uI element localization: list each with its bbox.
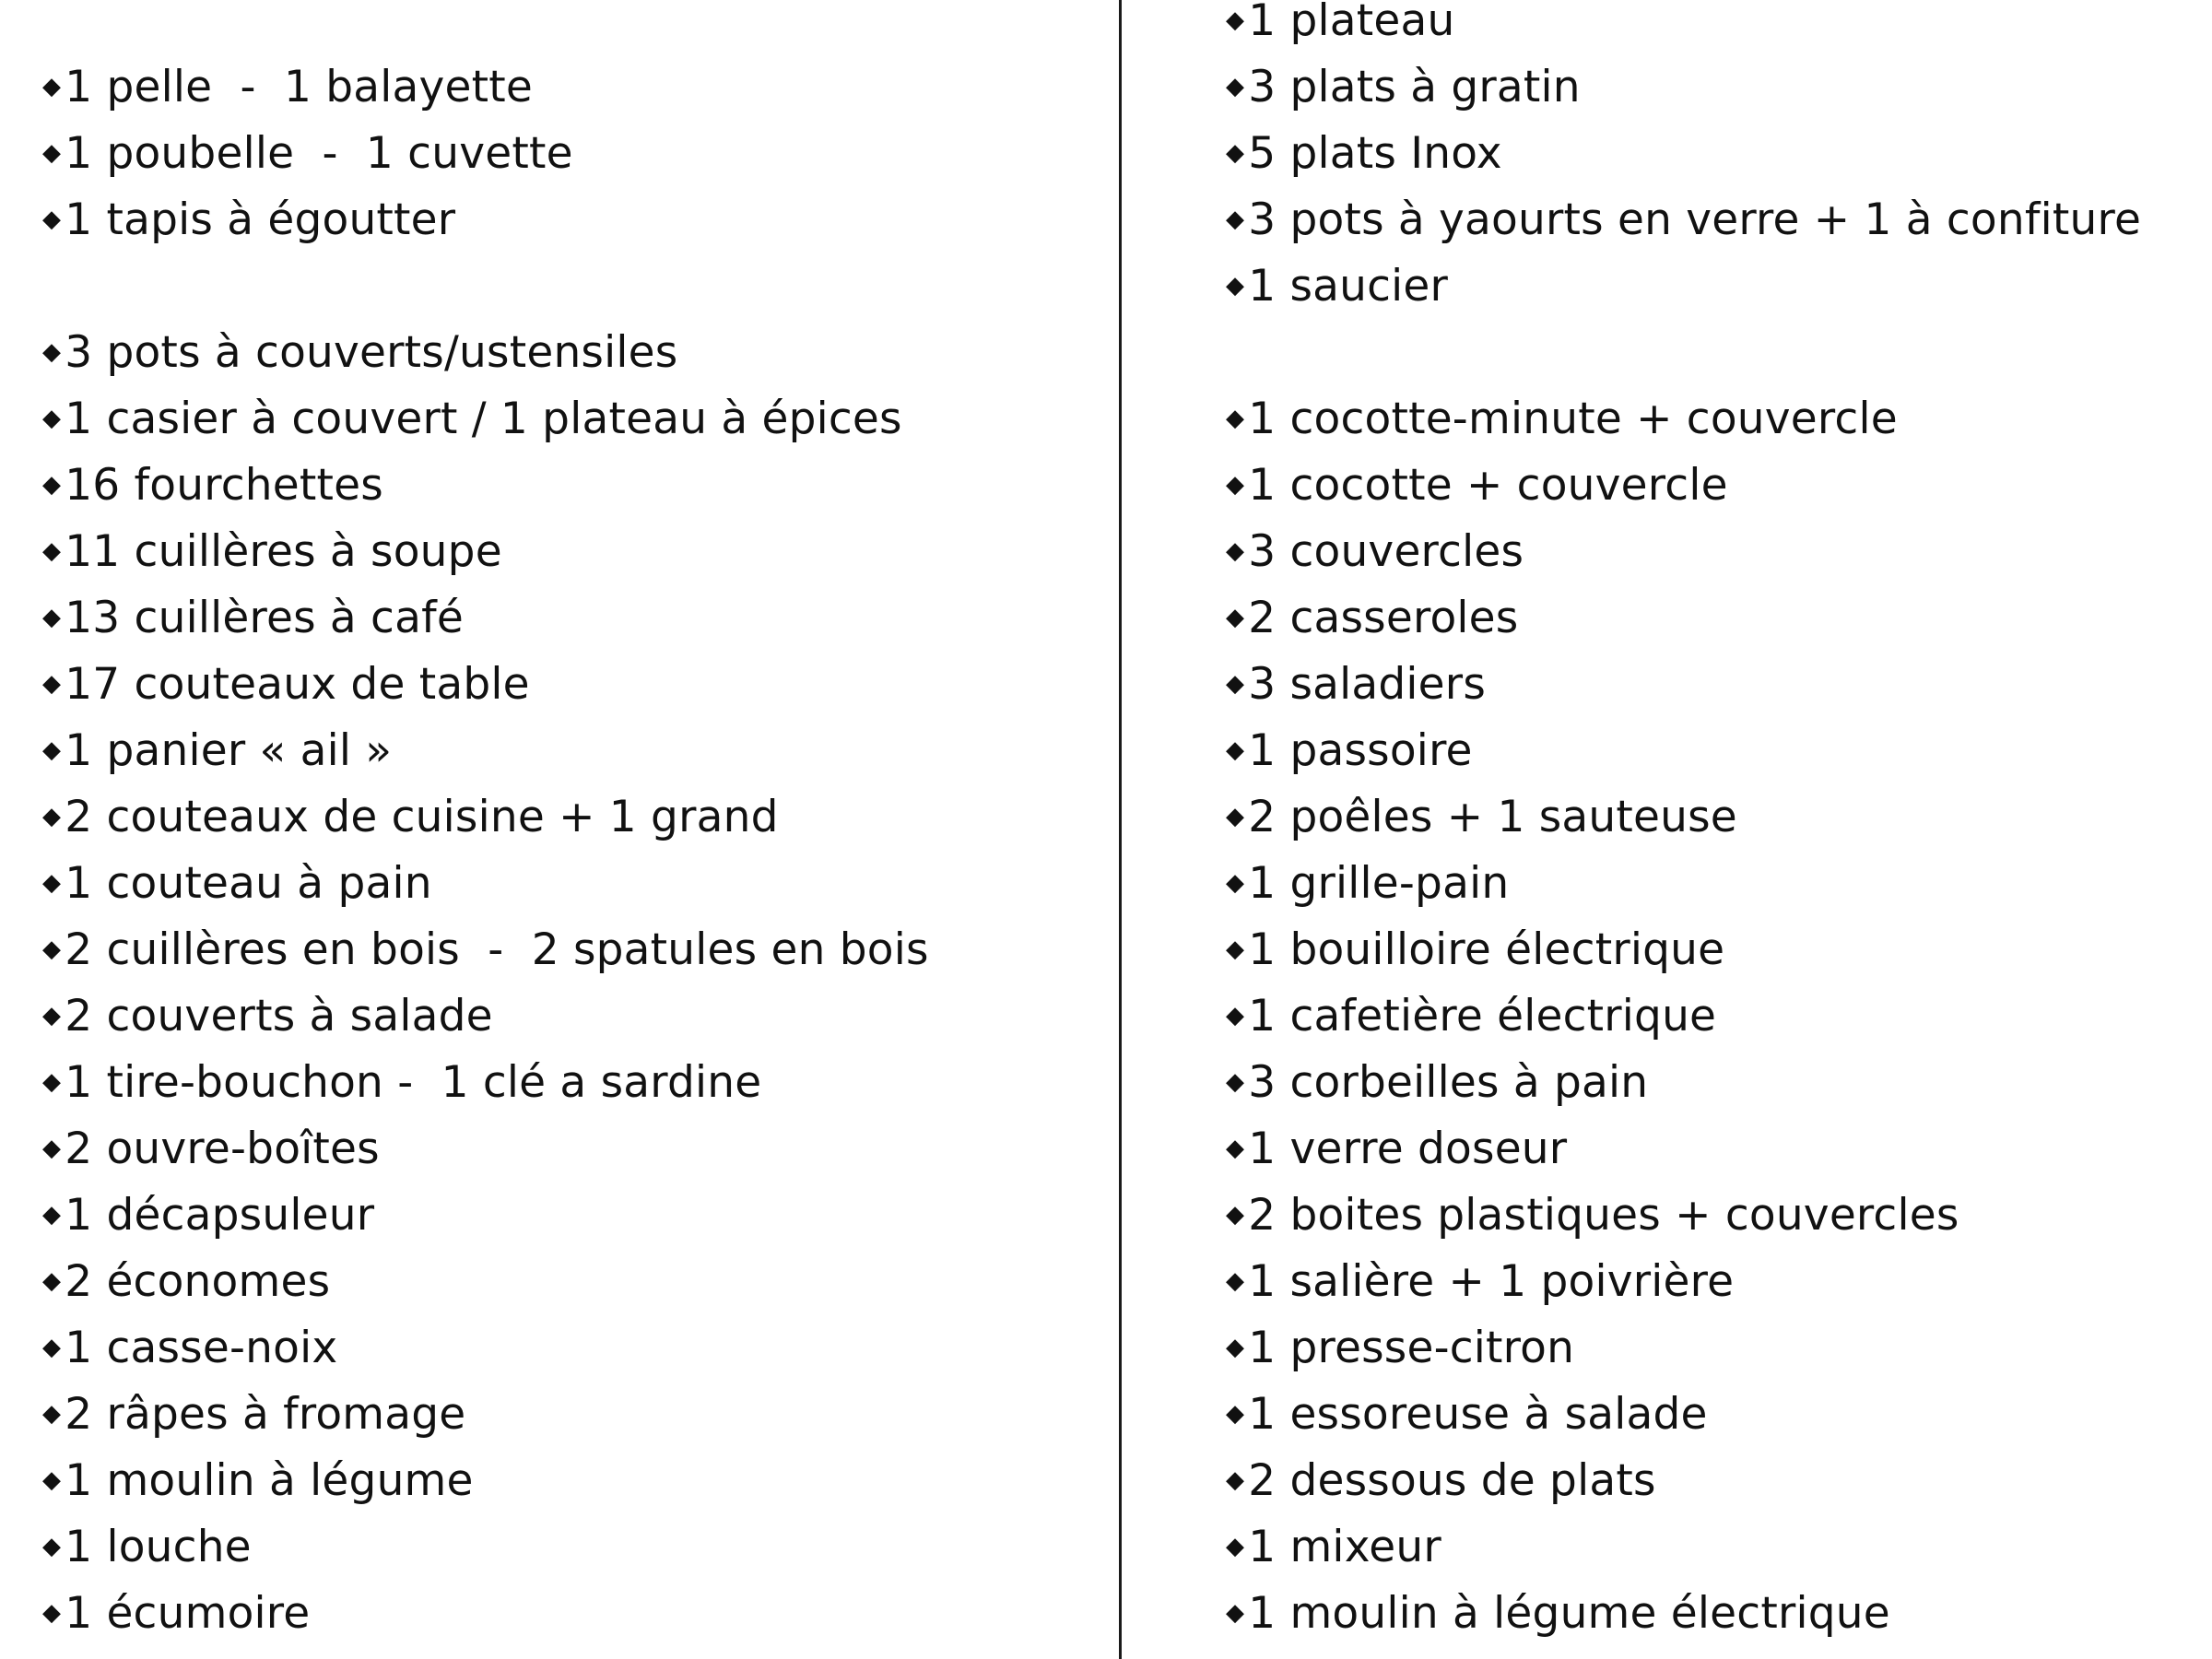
inventory-item xyxy=(42,1253,330,1309)
inventory-item-text: 1 poubelle - 1 cuvette xyxy=(65,128,573,179)
inventory-item xyxy=(42,1519,252,1574)
inventory-item xyxy=(1226,524,1524,579)
bullet-diamond-icon: ◆ xyxy=(42,736,62,764)
bullet-diamond-icon: ◆ xyxy=(1226,1068,1245,1096)
inventory-item xyxy=(1226,1585,1890,1641)
inventory-item-text: 1 panier « ail » xyxy=(65,725,393,776)
inventory-item xyxy=(1226,1519,1441,1574)
bullet-diamond-icon: ◆ xyxy=(1226,1466,1245,1494)
bullet-diamond-icon: ◆ xyxy=(42,935,62,963)
bullet-diamond-icon: ◆ xyxy=(42,1400,62,1428)
inventory-item xyxy=(1226,988,1716,1043)
inventory-item xyxy=(42,59,533,114)
inventory-item xyxy=(42,988,493,1043)
bullet-diamond-icon: ◆ xyxy=(1226,935,1245,963)
inventory-item xyxy=(42,922,929,977)
bullet-diamond-icon: ◆ xyxy=(42,1068,62,1096)
bullet-diamond-icon: ◆ xyxy=(42,1334,62,1361)
inventory-item-text: 2 ouvre-boîtes xyxy=(65,1124,380,1174)
inventory-item xyxy=(42,524,502,579)
inventory-item xyxy=(1226,0,1454,48)
inventory-item xyxy=(1226,457,1728,512)
bullet-diamond-icon: ◆ xyxy=(42,803,62,830)
inventory-item-text: 1 louche xyxy=(65,1522,252,1572)
inventory-item xyxy=(1226,1253,1734,1309)
bullet-diamond-icon: ◆ xyxy=(1226,1201,1245,1229)
bullet-diamond-icon: ◆ xyxy=(42,1267,62,1295)
bullet-diamond-icon: ◆ xyxy=(1226,604,1245,631)
inventory-item-text: 2 couteaux de cuisine + 1 grand xyxy=(65,792,779,842)
bullet-diamond-icon: ◆ xyxy=(1226,1599,1245,1627)
inventory-item-text: 1 moulin à légume xyxy=(65,1455,474,1506)
inventory-item-text: 5 plats Inox xyxy=(1248,128,1502,179)
bullet-diamond-icon: ◆ xyxy=(42,139,62,167)
bullet-diamond-icon: ◆ xyxy=(1226,803,1245,830)
inventory-item-text: 2 boites plastiques + couvercles xyxy=(1248,1190,1959,1241)
inventory-item xyxy=(1226,922,1724,977)
inventory-item xyxy=(1226,656,1486,712)
inventory-item-text: 3 pots à couverts/ustensiles xyxy=(65,327,678,378)
inventory-item-text: 1 saucier xyxy=(1248,261,1449,312)
bullet-diamond-icon: ◆ xyxy=(1226,736,1245,764)
inventory-item xyxy=(42,1187,374,1242)
bullet-diamond-icon: ◆ xyxy=(1226,869,1245,897)
bullet-diamond-icon: ◆ xyxy=(1226,1002,1245,1030)
inventory-item-text: 16 fourchettes xyxy=(65,460,383,511)
inventory-item-text: 2 dessous de plats xyxy=(1248,1455,1656,1506)
bullet-diamond-icon: ◆ xyxy=(1226,1135,1245,1162)
inventory-item-text: 1 casse-noix xyxy=(65,1323,338,1373)
column-divider xyxy=(1119,0,1122,1659)
inventory-item-text: 1 tapis à égoutter xyxy=(65,194,456,245)
inventory-item xyxy=(1226,1386,1708,1441)
bullet-diamond-icon: ◆ xyxy=(42,1466,62,1494)
bullet-diamond-icon: ◆ xyxy=(1226,139,1245,167)
inventory-item-text: 1 tire-bouchon - 1 clé a sardine xyxy=(65,1057,762,1108)
bullet-diamond-icon: ◆ xyxy=(1226,6,1245,34)
bullet-diamond-icon: ◆ xyxy=(42,73,62,100)
inventory-item-text: 1 pelle - 1 balayette xyxy=(65,62,533,112)
bullet-diamond-icon: ◆ xyxy=(42,338,62,366)
inventory-item xyxy=(1226,59,1581,114)
inventory-item-text: 3 pots à yaourts en verre + 1 à confiture xyxy=(1248,194,2142,245)
bullet-diamond-icon: ◆ xyxy=(42,1201,62,1229)
inventory-item-text: 3 corbeilles à pain xyxy=(1248,1057,1649,1108)
inventory-item xyxy=(1226,192,2141,247)
inventory-item xyxy=(1226,1453,1656,1508)
inventory-item-text: 1 essoreuse à salade xyxy=(1248,1389,1708,1440)
bullet-diamond-icon: ◆ xyxy=(42,1002,62,1030)
inventory-item xyxy=(42,391,902,446)
inventory-item xyxy=(42,789,779,844)
inventory-item-text: 1 décapsuleur xyxy=(65,1190,375,1241)
bullet-diamond-icon: ◆ xyxy=(42,537,62,565)
inventory-item-text: 1 couteau à pain xyxy=(65,858,432,909)
bullet-diamond-icon: ◆ xyxy=(1226,405,1245,432)
inventory-item xyxy=(42,1585,310,1641)
inventory-item-text: 1 bouilloire électrique xyxy=(1248,924,1725,975)
inventory-item xyxy=(1226,789,1737,844)
bullet-diamond-icon: ◆ xyxy=(1226,1533,1245,1560)
inventory-item-text: 3 plats à gratin xyxy=(1248,62,1581,112)
inventory-item xyxy=(42,1453,474,1508)
bullet-diamond-icon: ◆ xyxy=(1226,670,1245,698)
inventory-item xyxy=(42,324,677,380)
inventory-item-text: 1 passoire xyxy=(1248,725,1473,776)
inventory-item-text: 1 casier à couvert / 1 plateau à épices xyxy=(65,394,902,444)
inventory-item-text: 1 cocotte + couvercle xyxy=(1248,460,1728,511)
inventory-item-text: 3 couvercles xyxy=(1248,526,1524,577)
inventory-item xyxy=(42,723,392,778)
bullet-diamond-icon: ◆ xyxy=(42,869,62,897)
bullet-diamond-icon: ◆ xyxy=(42,1599,62,1627)
inventory-item xyxy=(42,125,573,181)
bullet-diamond-icon: ◆ xyxy=(42,1135,62,1162)
inventory-item xyxy=(1226,125,1502,181)
bullet-diamond-icon: ◆ xyxy=(42,206,62,233)
inventory-item xyxy=(42,1320,337,1375)
inventory-item xyxy=(1226,1054,1648,1110)
inventory-item xyxy=(42,855,432,911)
inventory-item xyxy=(42,590,464,645)
inventory-item-text: 1 grille-pain xyxy=(1248,858,1510,909)
inventory-item-text: 1 verre doseur xyxy=(1248,1124,1568,1174)
inventory-item-text: 2 cuillères en bois - 2 spatules en bois xyxy=(65,924,929,975)
inventory-item-text: 1 cocotte-minute + couvercle xyxy=(1248,394,1898,444)
bullet-diamond-icon: ◆ xyxy=(1226,206,1245,233)
inventory-item-text: 2 râpes à fromage xyxy=(65,1389,466,1440)
bullet-diamond-icon: ◆ xyxy=(1226,471,1245,499)
inventory-item xyxy=(1226,1121,1567,1176)
inventory-item xyxy=(1226,723,1473,778)
inventory-item xyxy=(42,656,530,712)
inventory-item xyxy=(1226,258,1448,313)
inventory-item-text: 2 casseroles xyxy=(1248,593,1519,643)
bullet-diamond-icon: ◆ xyxy=(42,405,62,432)
inventory-item-text: 2 poêles + 1 sauteuse xyxy=(1248,792,1737,842)
inventory-item-text: 1 cafetière électrique xyxy=(1248,991,1717,1041)
inventory-item-text: 1 salière + 1 poivrière xyxy=(1248,1256,1735,1307)
inventory-item-text: 2 couverts à salade xyxy=(65,991,493,1041)
bullet-diamond-icon: ◆ xyxy=(42,670,62,698)
inventory-item xyxy=(1226,855,1509,911)
bullet-diamond-icon: ◆ xyxy=(42,1533,62,1560)
inventory-item-text: 1 plateau xyxy=(1248,0,1455,46)
inventory-item-text: 2 économes xyxy=(65,1256,331,1307)
bullet-diamond-icon: ◆ xyxy=(1226,1267,1245,1295)
inventory-item xyxy=(42,457,383,512)
bullet-diamond-icon: ◆ xyxy=(1226,73,1245,100)
bullet-diamond-icon: ◆ xyxy=(1226,1400,1245,1428)
inventory-item xyxy=(42,1054,761,1110)
inventory-item xyxy=(42,1121,380,1176)
bullet-diamond-icon: ◆ xyxy=(1226,272,1245,300)
inventory-item-text: 13 cuillères à café xyxy=(65,593,464,643)
inventory-item xyxy=(1226,1320,1574,1375)
inventory-item xyxy=(1226,590,1519,645)
inventory-item-text: 11 cuillères à soupe xyxy=(65,526,502,577)
inventory-item-text: 17 couteaux de table xyxy=(65,659,530,710)
inventory-item xyxy=(1226,1187,1959,1242)
bullet-diamond-icon: ◆ xyxy=(1226,1334,1245,1361)
inventory-item xyxy=(42,192,455,247)
inventory-item xyxy=(42,1386,465,1441)
bullet-diamond-icon: ◆ xyxy=(42,471,62,499)
inventory-item-text: 1 presse-citron xyxy=(1248,1323,1575,1373)
inventory-item-text: 3 saladiers xyxy=(1248,659,1487,710)
bullet-diamond-icon: ◆ xyxy=(42,604,62,631)
inventory-item-text: 1 moulin à légume électrique xyxy=(1248,1588,1890,1639)
inventory-item-text: 1 mixeur xyxy=(1248,1522,1441,1572)
bullet-diamond-icon: ◆ xyxy=(1226,537,1245,565)
inventory-item xyxy=(1226,391,1898,446)
inventory-item-text: 1 écumoire xyxy=(65,1588,311,1639)
